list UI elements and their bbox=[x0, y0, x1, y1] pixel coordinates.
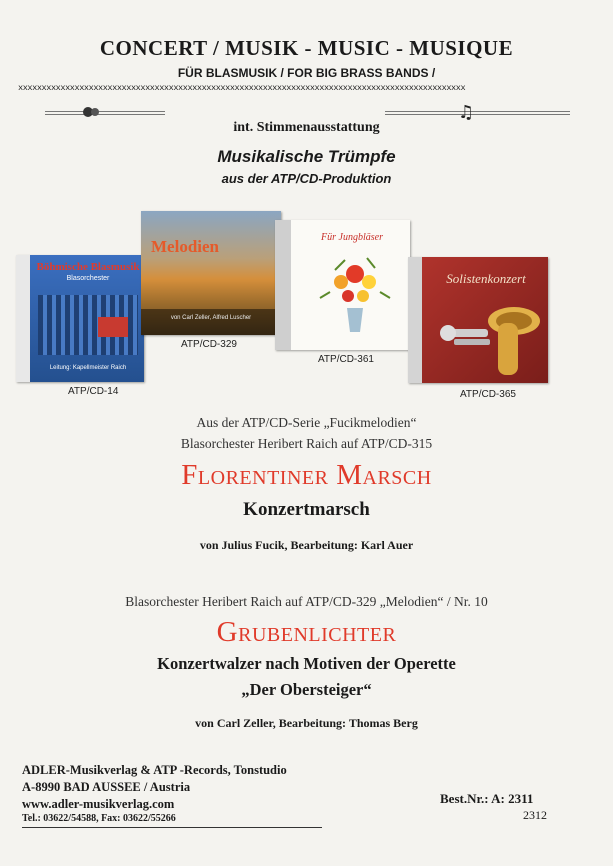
stimmen-note: int. Stimmenausstattung bbox=[233, 120, 380, 135]
order-number: Best.Nr.: A: 2311 bbox=[440, 791, 534, 806]
footer-publisher: ADLER-Musikverlag & ATP -Records, Tonstudio bbox=[22, 763, 287, 777]
svg-text:♫: ♫ bbox=[458, 102, 475, 123]
ornament-divider bbox=[0, 102, 613, 123]
truempfe-heading: Musikalische Trümpfe bbox=[217, 147, 396, 166]
cd-cover-329: Melodien von Carl Zeller, Alfred Luscher bbox=[141, 211, 281, 335]
piece1-orchester: Blasorchester Heribert Raich auf ATP/CD-315 bbox=[180, 436, 433, 451]
instrument-icon bbox=[80, 104, 102, 120]
page-subtitle: FÜR BLASMUSIK / FOR BIG BRASS BANDS / bbox=[177, 66, 436, 80]
flower-bouquet-icon bbox=[315, 252, 395, 342]
cd-cover-361: Für Jungbläser bbox=[275, 220, 410, 350]
page-title: CONCERT / MUSIK - MUSIC - MUSIQUE bbox=[99, 36, 514, 60]
piece1-serie: Aus der ATP/CD-Serie „Fucikmelodien“ bbox=[196, 415, 417, 430]
footer-address: A-8990 BAD AUSSEE / Austria bbox=[22, 780, 191, 794]
footer-phone: Tel.: 03622/54588, Fax: 03622/55266 bbox=[22, 813, 176, 824]
piece2-credits: von Carl Zeller, Bearbeitung: Thomas Berg bbox=[195, 716, 418, 730]
tuba-icon bbox=[436, 293, 546, 383]
piece2-subtitle-line1: Konzertwalzer nach Motiven der Operette bbox=[157, 654, 456, 673]
cd-label-14: ATP/CD-14 bbox=[68, 386, 119, 397]
piece2-subtitle-line2: „Der Obersteiger“ bbox=[241, 680, 372, 699]
cd-label-365: ATP/CD-365 bbox=[460, 389, 516, 400]
footer-rule bbox=[22, 827, 322, 828]
piece1-subtitle: Konzertmarsch bbox=[243, 499, 370, 520]
cd-label-361: ATP/CD-361 bbox=[318, 354, 374, 365]
piece1-credits: von Julius Fucik, Bearbeitung: Karl Auer bbox=[199, 538, 414, 552]
produktion-heading: aus der ATP/CD-Produktion bbox=[221, 171, 392, 186]
piece2-title: Grubenlichter bbox=[216, 616, 397, 648]
cd-label-329: ATP/CD-329 bbox=[181, 339, 237, 350]
piece2-orchester: Blasorchester Heribert Raich auf ATP/CD-329 „Melodien“ / Nr. 10 bbox=[125, 594, 488, 609]
footer-website[interactable]: www.adler-musikverlag.com bbox=[22, 797, 175, 811]
piece1-title: Florentiner Marsch bbox=[181, 459, 432, 491]
cd-cover-365: Solistenkonzert bbox=[408, 257, 548, 383]
cd-cover-14: Böhmische Blasmusik Blasorchester Leitung: Kapellmeister Raich bbox=[16, 255, 144, 382]
x-divider: xxxxxxxxxxxxxxxxxxxxxxxxxxxxxxxxxxxxxxxxxxxxxxxxxxxxxxxxxxxxxxxxxxxxxxxxxxxxxxxxxxxxxxxxxxxxxxx bbox=[18, 83, 466, 93]
order-number-2: 2312 bbox=[523, 808, 547, 822]
